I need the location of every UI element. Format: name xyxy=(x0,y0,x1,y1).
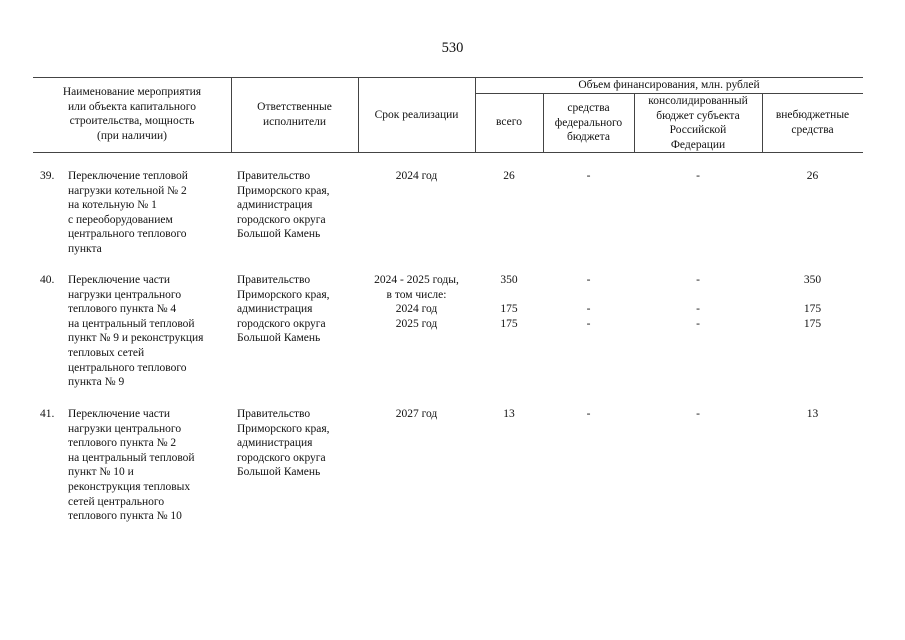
row-term: 2024 - 2025 годы, в том числе: 2024 год 2025 год xyxy=(374,274,459,330)
row-name: Переключение тепловой нагрузки котельной № 2 на котельную № 1 с переоборудованием центрального теплового пункта xyxy=(68,170,188,255)
row-executors: Правительство Приморского края, администрация городского округа Большой Камень xyxy=(237,274,330,345)
row-total: 13 xyxy=(503,408,515,420)
row-number: 40. xyxy=(40,274,55,286)
header-term-column: Срок реализации xyxy=(374,109,459,121)
row-name: Переключение части нагрузки центрального теплового пункта № 4 на центральный тепловой пункт № 9 и реконструкция тепловых сетей центрального теплового пункта № 9 xyxy=(68,274,204,389)
row-executors: Правительство Приморского края, администрация городского округа Большой Камень xyxy=(237,170,330,241)
header-funding-group: Объем финансирования, млн. рублей xyxy=(578,79,760,91)
row-executors: Правительство Приморского края, администрация городского округа Большой Камень xyxy=(237,408,330,479)
row-consolidated: - - - xyxy=(696,274,700,330)
row-total: 26 xyxy=(503,170,515,182)
header-extrabudget-column: внебюджетные средства xyxy=(775,109,850,136)
row-number: 39. xyxy=(40,170,55,182)
row-consolidated: - xyxy=(696,170,700,182)
row-extrabudget: 13 xyxy=(806,408,819,420)
row-total: 350 175 175 xyxy=(500,274,518,330)
row-extrabudget: 26 xyxy=(806,170,819,182)
row-federal: - xyxy=(586,170,591,182)
header-federal-column: средства федерального бюджета xyxy=(554,102,623,144)
row-federal: - xyxy=(586,408,591,420)
row-term: 2027 год xyxy=(395,408,438,420)
row-extrabudget: 350 175 175 xyxy=(803,274,822,330)
row-number: 41. xyxy=(40,408,55,420)
row-term: 2024 год xyxy=(395,170,438,182)
header-consolidated-column: консолидированный бюджет субъекта Российской Федерации xyxy=(648,95,748,151)
row-federal: - - - xyxy=(586,274,591,330)
header-total-column: всего xyxy=(496,116,522,128)
header-name-column: Наименование мероприятия или объекта капитального строительства, мощность (при наличии) xyxy=(62,86,202,142)
row-name: Переключение части нагрузки центрального теплового пункта № 2 на центральный тепловой пункт № 10 и реконструкция тепловых сетей центрального теплового пункта № 10 xyxy=(68,408,195,523)
page-number: 530 xyxy=(441,40,464,56)
row-consolidated: - xyxy=(696,408,700,420)
header-executors-column: Ответственные исполнители xyxy=(257,101,332,128)
